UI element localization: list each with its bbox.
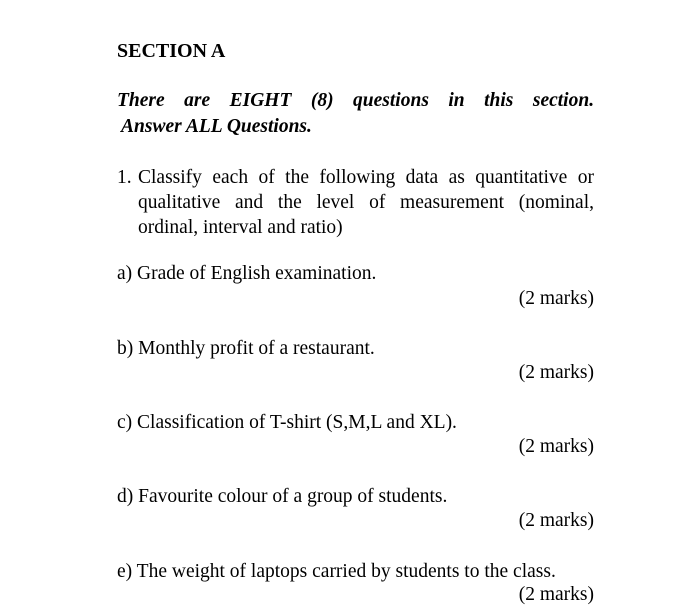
part-c-marks: (2 marks) xyxy=(518,436,594,457)
instruction-word: EIGHT xyxy=(229,90,292,111)
section-heading: SECTION A xyxy=(117,40,226,62)
question-line: qualitative and the level of measurement (nominal, xyxy=(138,192,594,213)
part-e: e) The weight of laptops carried by students to the class. xyxy=(117,561,556,582)
instruction-word: section. xyxy=(532,90,595,111)
question-line: ordinal, interval and ratio) xyxy=(138,217,343,238)
part-a-marks: (2 marks) xyxy=(518,288,594,309)
instruction-word: are xyxy=(184,90,211,111)
question-1-text xyxy=(138,165,594,240)
instruction-word: this xyxy=(484,90,514,111)
part-d: d) Favourite colour of a group of students. xyxy=(117,486,448,507)
part-e-marks: (2 marks) xyxy=(518,584,594,605)
instruction-word: questions xyxy=(353,90,429,111)
instructions-line-2: Answer ALL Questions. xyxy=(121,116,312,137)
part-c: c) Classification of T-shirt (S,M,L and XL). xyxy=(117,412,457,433)
question-1 xyxy=(117,165,594,240)
instruction-word: There xyxy=(117,90,165,111)
part-a: a) Grade of English examination. xyxy=(117,263,377,284)
part-b-marks: (2 marks) xyxy=(518,362,594,383)
part-d-marks: (2 marks) xyxy=(518,510,594,531)
instruction-word: in xyxy=(448,90,465,111)
part-b: b) Monthly profit of a restaurant. xyxy=(117,338,375,359)
question-line: Classify each of the following data as quantitative or xyxy=(138,167,594,188)
instructions-line-1 xyxy=(117,90,594,112)
question-number: 1. xyxy=(117,167,132,188)
instruction-word: (8) xyxy=(310,90,334,111)
